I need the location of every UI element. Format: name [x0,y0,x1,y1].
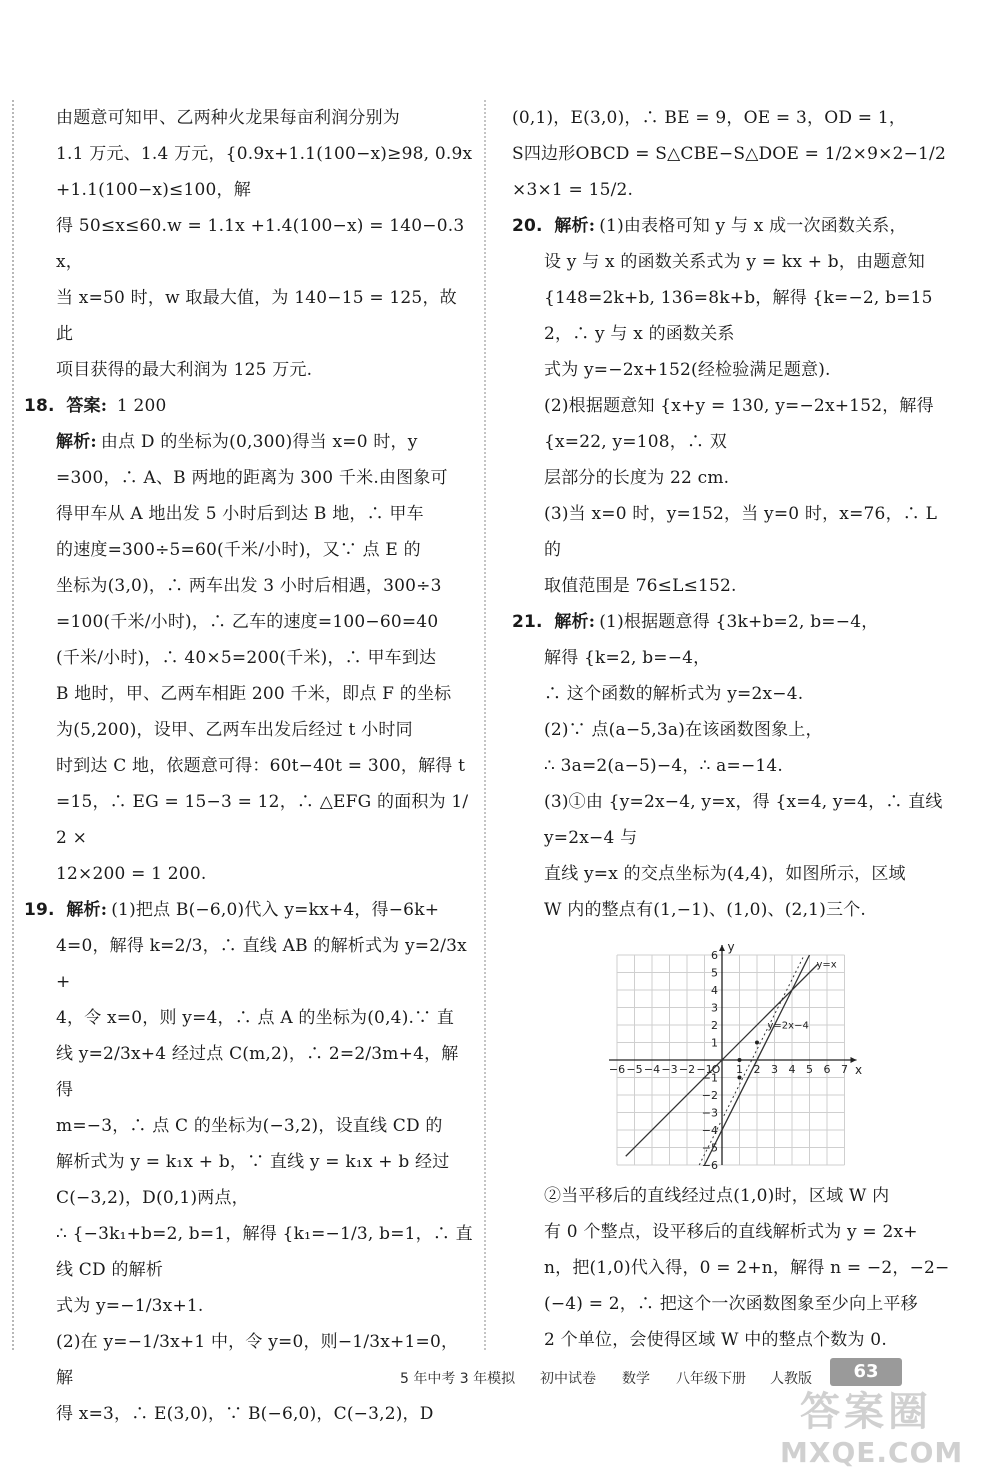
analysis-line: ∴ {−3k₁+b=2, b=1，解得 {k₁=−1/3, b=1，∴ 直线 CD 的解析 [56,1224,473,1280]
q19-continuation [512,100,952,208]
x-tick-label: −3 [661,1063,678,1076]
y-tick-label: 5 [711,966,718,980]
analysis-line: 解得 {k=2, b=−4， [544,648,711,668]
analysis-line: (2)根据题意知 {x+y = 130, y=−2x+152，解得 {x=22, y=108，∴ 双 [544,396,934,452]
analysis-label: 解析: [66,900,108,920]
page-number: 63 [830,1358,902,1386]
q17-line: 得 50≤x≤60.w = 1.1x +1.4(100−x) = 140−0.3x， [56,216,465,272]
analysis-line: =100(千米/小时)，∴ 乙车的速度=100−60=40 [56,612,439,632]
analysis-line: 坐标为(3,0)，∴ 两车出发 3 小时后相遇，300÷3 [56,576,442,596]
analysis-line: (2)在 y=−1/3x+1 中，令 y=0，则−1/3x+1=0，解 [56,1332,459,1388]
y-axis-label: y [727,942,735,954]
analysis-line: 由点 D 的坐标为(0,300)得当 x=0 时，y [100,432,418,452]
y-axis-arrow [719,945,725,951]
question-number: 21. [512,612,543,632]
x-tick-label: −2 [678,1063,696,1076]
analysis-line: 有 0 个整点，设平移后的直线解析式为 y = 2x+ [544,1222,918,1242]
analysis-line: 得甲车从 A 地出发 5 小时后到达 B 地，∴ 甲车 [56,504,424,524]
left-column [24,100,474,1432]
analysis-line: C(−3,2)，D(0,1)两点， [56,1188,249,1208]
x-tick-label: 4 [788,1063,796,1076]
question-number: 19. [24,900,55,920]
analysis-line: ∴ 3a=2(a−5)−4，∴ a=−14. [544,756,784,776]
question-21 [512,604,952,1358]
watermark [740,1380,990,1470]
coordinate-graph-svg [604,942,864,1172]
analysis-line: 的速度=300÷5=60(千米/小时)，又∵ 点 E 的 [56,540,421,560]
question-18 [24,388,474,892]
analysis-line: 4=0，解得 k=2/3，∴ 直线 AB 的解析式为 y=2/3x+ [56,936,467,992]
analysis-line: (千米/小时)，∴ 40×5=200(千米)，∴ 甲车到达 [56,648,437,668]
q17-continuation [24,100,474,388]
footer-edition: 人教版 [770,1371,812,1387]
y-tick-label: 6 [711,949,718,962]
x-tick-label: 6 [823,1063,831,1076]
analysis-label: 解析: [554,612,596,632]
question-19 [24,892,474,1432]
analysis-line: (2)∵ 点(a−5,3a)在该函数图象上， [544,720,823,740]
y-tick-label: 2 [711,1019,718,1032]
x-tick-label: 2 [753,1063,761,1076]
analysis-line: =300，∴ A、B 两地的距离为 300 千米.由图象可 [56,468,448,488]
footer-book-title: 5 年中考 3 年模拟 [400,1371,516,1387]
right-column [512,100,952,1358]
analysis-line: S四边形OBCD = S△CBE−S△DOE = 1/2×9×2−1/2×3×1 = 15/2. [512,144,946,200]
analysis-line: 设 y 与 x 的函数关系式为 y = kx + b，由题意知 [544,252,925,272]
question-number: 18. [24,396,55,416]
question-number: 20. [512,216,543,236]
watermark-logo: 答案圈 [800,1389,932,1435]
lattice-point [755,1041,759,1045]
analysis-line: 取值范围是 76≤L≤152. [544,576,737,596]
analysis-line: 式为 y=−2x+152(经检验满足题意). [544,360,831,380]
x-tick-label: 1 [736,1063,743,1076]
y-tick-label: −2 [701,1089,718,1102]
analysis-line: m=−3，∴ 点 C 的坐标为(−3,2)，设直线 CD 的 [56,1116,443,1136]
analysis-line: 为(5,200)，设甲、乙两车出发后经过 t 小时同 [56,720,413,740]
y-tick-label: 1 [711,1036,718,1050]
page-edge-dotted-line [12,100,14,1350]
analysis-line: (0,1)，E(3,0)，∴ BE = 9，OE = 3，OD = 1， [512,108,907,128]
q17-line: 项目获得的最大利润为 125 万元. [56,360,313,380]
coordinate-graph-figure [604,942,864,1172]
x-tick-label: 5 [806,1063,813,1076]
analysis-line: 式为 y=−1/3x+1. [56,1296,204,1316]
y-tick-label: −5 [701,1141,718,1155]
analysis-line: 直线 y=x 的交点坐标为(4,4)，如图所示，区域 [544,864,906,884]
analysis-line: {148=2k+b, 136=8k+b，解得 {k=−2, b=152，∴ y 与 x 的函数关系 [544,288,933,344]
footer-series: 初中试卷 [540,1371,596,1387]
footer-grade: 八年级下册 [676,1371,746,1387]
question-20 [512,208,952,604]
analysis-line: =15，∴ EG = 15−3 = 12，∴ △EFG 的面积为 1/2 × [56,792,469,848]
q17-line: 1.1 万元、1.4 万元，{0.9x+1.1(100−x)≥98, 0.9x+1.1(100−x)≤100，解 [56,144,473,200]
x-tick-label: −1 [696,1063,713,1076]
analysis-line: 线 y=2/3x+4 经过点 C(m,2)，∴ 2=2/3m+4，解得 [56,1044,459,1100]
analysis-line: ∴ 这个函数的解析式为 y=2x−4. [544,684,804,704]
analysis-line: (1)把点 B(−6,0)代入 y=kx+4，得−6k+ [111,900,440,920]
analysis-line: 得 x=3，∴ E(3,0)，∵ B(−6,0)，C(−3,2)，D [56,1404,434,1424]
x-tick-label: 7 [841,1063,848,1076]
analysis-line: (1)根据题意得 {3k+b=2, b=−4， [599,612,879,632]
origin-label: O [711,1063,721,1076]
answer-value: 1 200 [116,396,167,416]
y-tick-label: −6 [701,1159,718,1172]
x-tick-label: −6 [608,1063,626,1076]
label-y-eq-2x-minus-4: y=2x−4 [767,1020,809,1032]
answer-label: 答案: [66,396,108,416]
lattice-point [738,1076,742,1080]
analysis-line: W 内的整点有(1,−1)、(1,0)、(2,1)三个. [544,900,867,920]
analysis-line: 时到达 C 地，依题意可得：60t−40t = 300，解得 t [56,756,466,776]
analysis-label: 解析: [56,432,97,452]
x-tick-label: −4 [643,1063,661,1076]
label-y-eq-x: y=x [816,959,837,971]
y-tick-label: −3 [701,1106,718,1120]
lattice-point [738,1058,742,1062]
analysis-line: 层部分的长度为 22 cm. [544,468,730,488]
analysis-line: n，把(1,0)代入得，0 = 2+n，解得 n = −2，−2− [544,1258,950,1278]
analysis-line: (3)当 x=0 时，y=152，当 y=0 时，x=76，∴ L 的 [544,504,938,560]
analysis-line: (1)由表格可知 y 与 x 成一次函数关系， [599,216,907,236]
watermark-url: MXQE.COM [780,1436,964,1469]
column-divider [484,100,486,1350]
analysis-line: (3)①由 {y=2x−4, y=x，得 {x=4, y=4，∴ 直线 y=2x−4 与 [544,792,943,848]
analysis-label: 解析: [554,216,596,236]
analysis-line: 12×200 = 1 200. [56,864,207,884]
analysis-line: 4，令 x=0，则 y=4，∴ 点 A 的坐标为(0,4).∵ 直 [56,1008,455,1028]
analysis-line: 2 个单位，会使得区域 W 中的整点个数为 0. [544,1330,887,1350]
y-tick-label: 3 [711,1001,718,1015]
x-tick-label: −5 [626,1063,643,1076]
y-tick-label: 4 [711,984,718,997]
x-tick-label: 3 [771,1063,778,1076]
y-tick-label: −4 [701,1124,718,1137]
analysis-line: 解析式为 y = k₁x + b，∵ 直线 y = k₁x + b 经过 [56,1152,450,1172]
analysis-line: (−4) = 2，∴ 把这个一次函数图象至少向上平移 [544,1294,918,1314]
footer-subject: 数学 [622,1371,650,1387]
y-tick-label: −1 [701,1071,718,1085]
q17-line: 当 x=50 时，w 取最大值，为 140−15 = 125，故此 [56,288,457,344]
q17-line: 由题意可知甲、乙两种火龙果每亩利润分别为 [56,108,400,128]
analysis-line: B 地时，甲、乙两车相距 200 千米，即点 F 的坐标 [56,684,452,704]
analysis-line: ②当平移后的直线经过点(1,0)时，区域 W 内 [544,1186,890,1206]
x-axis-label: x [854,1063,863,1077]
